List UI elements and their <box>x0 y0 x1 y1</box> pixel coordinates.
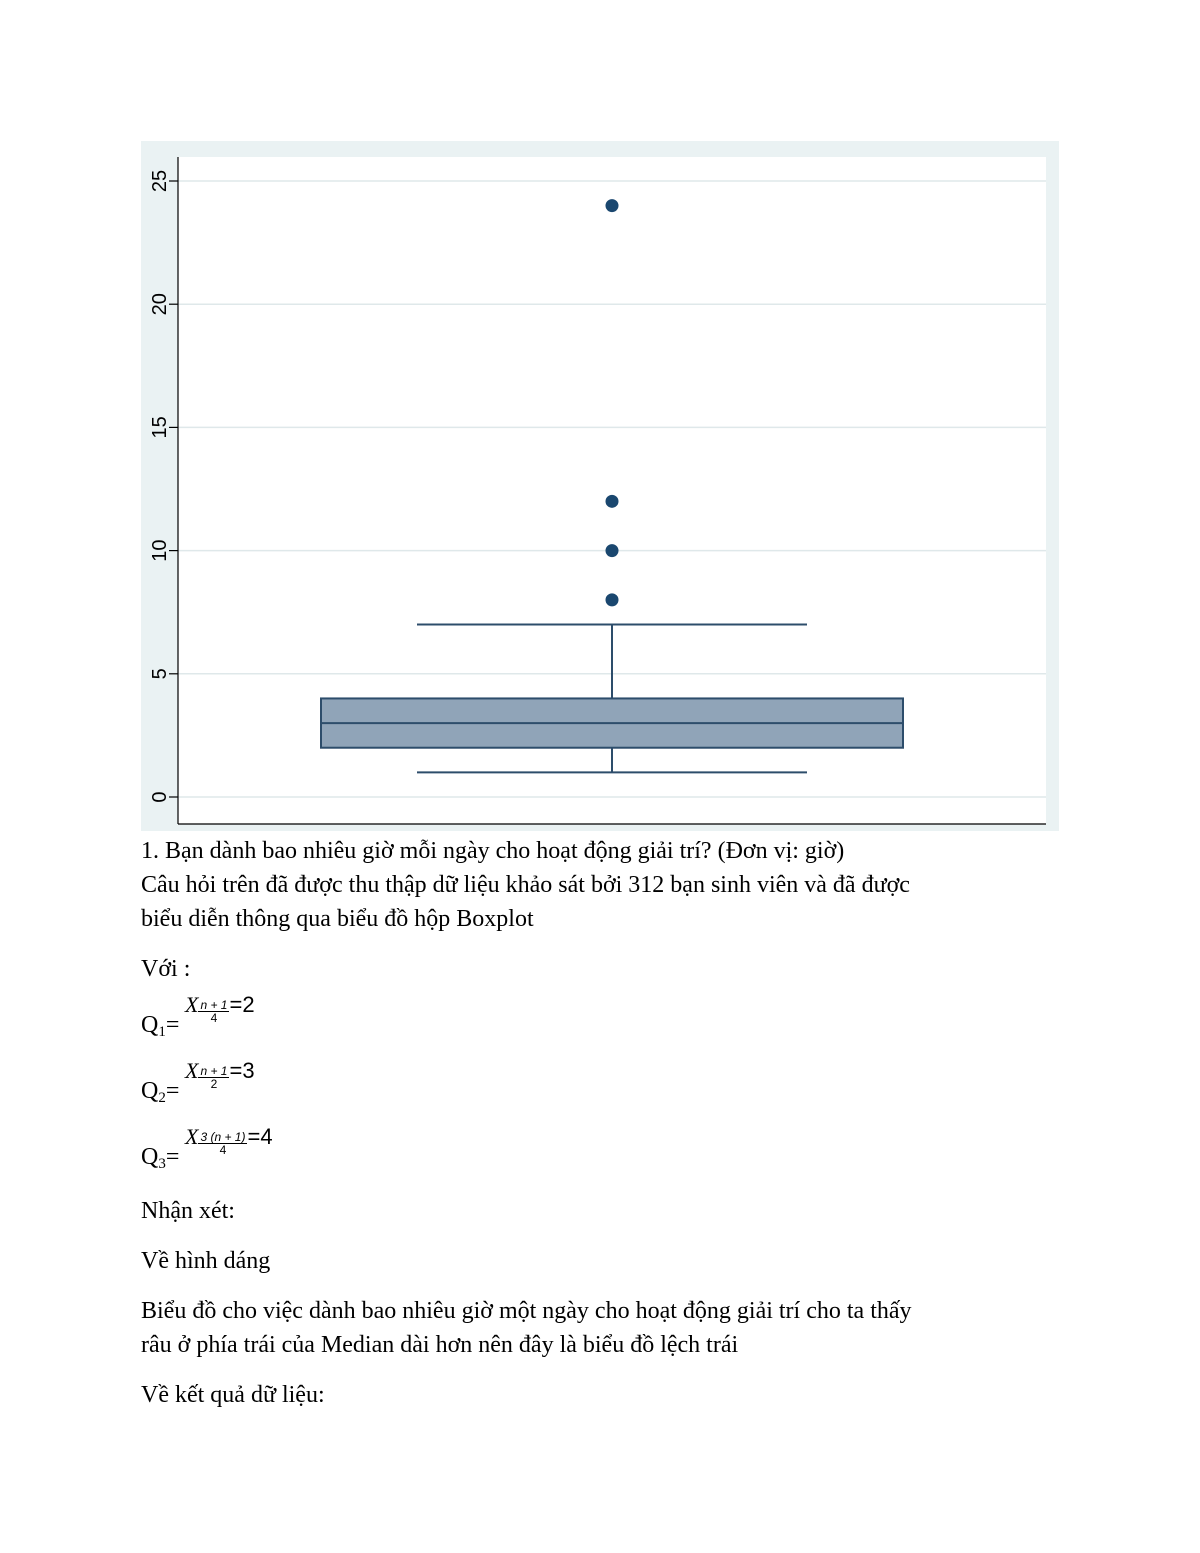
q2-den: 2 <box>210 1077 218 1091</box>
comment-label: Nhận xét: <box>141 1198 235 1224</box>
document-text <box>141 834 1041 1412</box>
outlier-point-8 <box>606 593 619 606</box>
shape-label: Về hình dáng <box>141 1248 271 1274</box>
q2-letter: Q <box>141 1078 159 1104</box>
q2-num: n + 1 <box>200 1064 228 1078</box>
q2-sub: 2 <box>158 1090 166 1106</box>
q2-fraction <box>198 1065 229 1090</box>
result-label: Về kết quả dữ liệu: <box>141 1382 325 1408</box>
boxplot-chart <box>141 141 1059 831</box>
q1-num: n + 1 <box>200 998 228 1012</box>
q1-value: =2 <box>229 992 255 1017</box>
boxplot-svg <box>141 141 1059 831</box>
q2-value: =3 <box>229 1058 255 1083</box>
q1-fraction <box>198 999 229 1024</box>
q1-sub: 1 <box>158 1024 166 1040</box>
q1-x: X <box>185 992 199 1017</box>
q3-fraction <box>198 1131 247 1156</box>
q1-label: $Q_1=$ <box>141 1012 180 1040</box>
y-tick-label-20: 20 <box>149 293 171 316</box>
outlier-point-10 <box>606 544 619 557</box>
outlier-point-24 <box>606 199 619 212</box>
y-tick-label-25: 25 <box>149 169 171 193</box>
question-text: 1. Bạn dành bao nhiêu giờ mỗi ngày cho hoạt động giải trí? (Đơn vị: giờ) <box>141 838 845 864</box>
q1-expression <box>185 988 255 1024</box>
with-label: Với : <box>141 956 191 982</box>
y-tick-label-15: 15 <box>149 416 171 439</box>
q3-den: 4 <box>219 1143 227 1157</box>
q1-formula <box>141 992 1041 1040</box>
q3-expression <box>185 1120 273 1156</box>
q3-letter: Q <box>141 1144 159 1170</box>
q2-label: $Q_2=$ <box>141 1078 180 1106</box>
q3-x: X <box>185 1124 199 1149</box>
q3-num: 3 (n + 1) <box>200 1130 246 1144</box>
q3-value: =4 <box>247 1124 273 1149</box>
q2-x: X <box>185 1058 199 1083</box>
shape-line-1: Biểu đồ cho việc dành bao nhiêu giờ một ngày cho hoạt động giải trí cho ta thấy <box>141 1298 912 1324</box>
q1-den: 4 <box>210 1011 218 1025</box>
shape-line-2: râu ở phía trái của Median dài hơn nên đây là biểu đồ lệch trái <box>141 1332 739 1358</box>
q2-expression <box>185 1054 255 1090</box>
y-tick-label-5: 5 <box>149 668 171 680</box>
q1-letter: Q <box>141 1012 159 1038</box>
intro-line-2: biểu diễn thông qua biểu đồ hộp Boxplot <box>141 906 534 932</box>
q3-sub: 3 <box>158 1156 166 1172</box>
intro-line-1: Câu hỏi trên đã được thu thập dữ liệu khảo sát bởi 312 bạn sinh viên và đã được <box>141 872 910 898</box>
y-tick-label-0: 0 <box>149 791 171 803</box>
q3-label: $Q_3=$ <box>141 1144 180 1172</box>
q2-formula <box>141 1058 1041 1106</box>
y-tick-label-10: 10 <box>149 539 171 562</box>
q3-formula <box>141 1124 1041 1172</box>
outlier-point-12 <box>606 495 619 508</box>
